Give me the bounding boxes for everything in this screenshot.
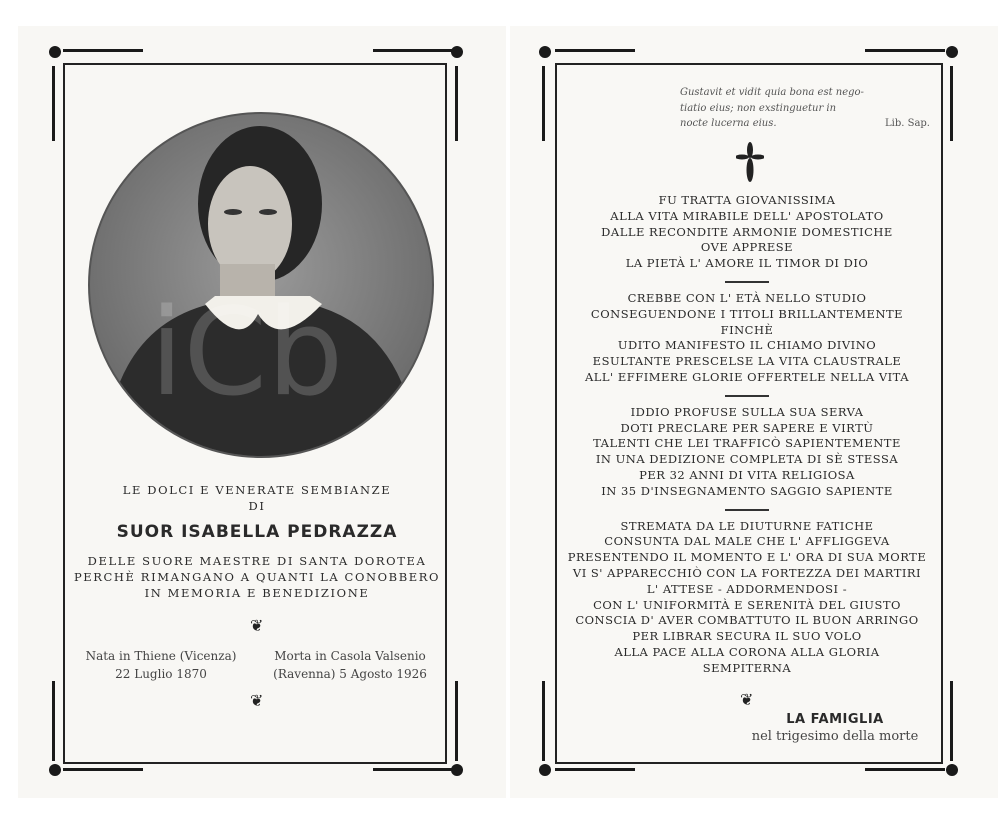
corner-flourish [865, 49, 945, 52]
signature: LA FAMIGLIA [786, 712, 884, 727]
eulogy-line: FINCHÈ [720, 322, 774, 337]
signature-subtitle: nel trigesimo della morte [751, 729, 919, 744]
death-place: Morta in Casola Valsenio [274, 649, 426, 663]
stanza [537, 291, 957, 386]
intro-text: LE DOLCI E VENERATE SEMBIANZE [122, 483, 392, 497]
left-memorial-card [18, 26, 506, 798]
eulogy-line: ALLA PACE ALLA CORONA ALLA GLORIA [614, 644, 880, 659]
corner-dot [49, 764, 61, 776]
floral-ornament-icon: ❦ [250, 691, 264, 710]
eulogy-line: CON L' UNIFORMITÀ E SERENITÀ DEL GIUSTO [593, 597, 901, 612]
dedication-line: DELLE SUORE MAESTRE DI SANTA DOROTEA [87, 554, 427, 568]
eulogy-text [537, 193, 957, 677]
corner-flourish [555, 49, 635, 52]
corner-flourish [950, 66, 953, 141]
stanza [537, 405, 957, 500]
eulogy-line: CONSEGUENDONE I TITOLI BRILLANTEMENTE [590, 306, 904, 321]
corner-flourish [63, 768, 143, 771]
corner-flourish [542, 66, 545, 141]
corner-dot [946, 46, 958, 58]
eulogy-line: PER LIBRAR SECURA IL SUO VOLO [632, 629, 862, 644]
divider [725, 395, 769, 397]
birth-info [68, 647, 254, 683]
eulogy-line: CONSUNTA DAL MALE CHE L' AFFLIGGEVA [604, 534, 890, 549]
eulogy-line: TALENTI CHE LEI TRAFFICÒ SAPIENTEMENTE [593, 436, 901, 451]
corner-flourish [950, 681, 953, 761]
eulogy-line: L' ATTESE - ADDORMENDOSI - [646, 581, 848, 596]
eulogy-line: VI S' APPARECCHIÒ CON LA FORTEZZA DEI MARTIRI [572, 565, 922, 580]
eulogy-line: PER 32 ANNI DI VITA RELIGIOSA [639, 467, 855, 482]
epigraph-line: nocte lucerna eius. [680, 118, 777, 129]
corner-flourish [373, 49, 453, 52]
death-info [256, 647, 444, 683]
eulogy-line: OVE APPRESE [700, 240, 794, 255]
epigraph [680, 85, 930, 132]
eulogy-line: UDITO MANIFESTO IL CHIAMO DIVINO [617, 338, 877, 353]
corner-dot [539, 764, 551, 776]
eulogy-line: PRESENTENDO IL MOMENTO E L' ORA DI SUA MORTE [567, 550, 927, 565]
corner-dot [946, 764, 958, 776]
corner-flourish [455, 66, 458, 141]
eulogy-line: STREMATA DA LE DIUTURNE FATICHE [620, 518, 874, 533]
corner-flourish [555, 768, 635, 771]
corner-flourish [865, 768, 945, 771]
corner-flourish [63, 49, 143, 52]
divider [725, 509, 769, 511]
portrait-photo [88, 112, 434, 458]
floral-ornament-icon: ❦ [250, 616, 264, 635]
epigraph-line: Gustavit et vidit quia bona est nego- [680, 87, 864, 98]
corner-flourish [52, 681, 55, 761]
eulogy-line: FU TRATTA GIOVANISSIMA [658, 193, 836, 207]
corner-flourish [542, 681, 545, 761]
eulogy-line: CREBBE CON L' ETÀ NELLO STUDIO [627, 290, 867, 305]
eulogy-line: ESULTANTE PRESCELSE LA VITA CLAUSTRALE [592, 354, 902, 369]
deceased-name: SUOR ISABELLA PEDRAZZA [116, 522, 398, 542]
eulogy-line: DOTI PRECLARE PER SAPERE E VIRTÙ [620, 420, 874, 435]
birth-place: Nata in Thiene (Vicenza) [85, 649, 237, 663]
eulogy-line: IN 35 D'INSEGNAMENTO SAGGIO SAPIENTE [601, 483, 893, 498]
eulogy-line: LA PIETÀ L' AMORE IL TIMOR DI DIO [625, 256, 869, 271]
corner-dot [49, 46, 61, 58]
watermark: iCb [150, 284, 344, 423]
epigraph-line: tiatio eius; non exstinguetur in [680, 102, 837, 114]
eulogy-line: ALL' EFFIMERE GLORIE OFFERTELE NELLA VITA [584, 369, 910, 384]
divider [725, 281, 769, 283]
dedication-line: PERCHÈ RIMANGANO A QUANTI LA CONOBBERO [73, 570, 441, 584]
eulogy-line: SEMPITERNA [702, 660, 792, 675]
eulogy-line: CONSCIA D' AVER COMBATTUTO IL BUON ARRINGO [575, 613, 919, 628]
eulogy-line: ALLA VITA MIRABILE DELL' APOSTOLATO [610, 208, 884, 223]
corner-flourish [52, 66, 55, 141]
corner-flourish [455, 681, 458, 761]
dedication-line: IN MEMORIA E BENEDIZIONE [144, 586, 370, 600]
eulogy-line: DALLE RECONDITE ARMONIE DOMESTICHE [601, 224, 893, 239]
epigraph-source: Lib. Sap. [885, 118, 930, 129]
birth-date: 22 Luglio 1870 [115, 667, 207, 681]
death-date: (Ravenna) 5 Agosto 1926 [273, 667, 427, 681]
right-memorial-card [510, 26, 998, 798]
eulogy-line: IN UNA DEDIZIONE COMPLETA DI SÈ STESSA [595, 452, 899, 467]
stanza [537, 193, 957, 272]
floral-ornament-icon: ❦ [740, 690, 754, 709]
eulogy-line: IDDIO PROFUSE SULLA SUA SERVA [630, 404, 864, 419]
stanza [537, 519, 957, 677]
corner-dot [539, 46, 551, 58]
cross-icon [736, 142, 764, 182]
corner-flourish [373, 768, 453, 771]
corner-dot [451, 46, 463, 58]
intro-di: DI [248, 499, 266, 513]
signature-block [735, 712, 935, 744]
